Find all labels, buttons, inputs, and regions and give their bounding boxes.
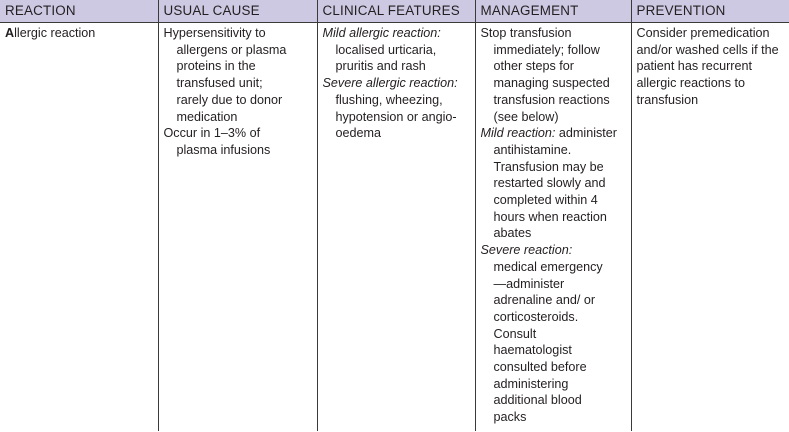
usual-cause-incidence-text: Occur in 1–3% of plasma infusions: [163, 126, 271, 157]
severe-allergic-text: flushing, wheezing, hypotension or angio-oedema: [335, 92, 457, 141]
mild-reaction-text: antihistamine. Transfusion may be restarted slowly and completed within 4 hours when reaction abates: [493, 142, 607, 241]
mild-reaction-label: Mild reaction:: [480, 126, 556, 141]
header-usual-cause: USUAL CAUSE: [158, 0, 317, 23]
cell-usual-cause: [158, 23, 317, 432]
cell-prevention: [631, 23, 789, 432]
cell-reaction: [0, 23, 158, 432]
management-mild-line: [481, 125, 628, 142]
mild-allergic-text: localised urticaria, pruritis and rash: [335, 42, 437, 74]
prevention-text: Consider premedication and/or washed cells if the patient has recurrent allergic reactions to transfusion: [636, 26, 779, 107]
severe-reaction-text: medical emergency—administer adrenaline and/ or corticosteroids. Consult haematologist consulted before administering additional blood packs: [493, 259, 603, 425]
severe-allergic-label: Severe allergic reaction:: [322, 76, 458, 91]
usual-cause-text: Hypersensitivity to allergens or plasma proteins in the transfused unit; rarely due to donor medication: [163, 26, 287, 124]
header-clinical-features: CLINICAL FEATURES: [317, 0, 475, 23]
header-prevention: PREVENTION: [631, 0, 789, 23]
severe-reaction-label: Severe reaction:: [480, 243, 573, 258]
cell-management: [475, 23, 631, 432]
mild-allergic-label: Mild allergic reaction:: [322, 26, 441, 40]
usual-cause-incidence: [164, 125, 290, 158]
header-row: [0, 0, 789, 23]
cell-clinical-features: [317, 23, 475, 432]
reaction-name: Allergic reaction: [5, 26, 96, 40]
table-row: [0, 23, 789, 432]
management-primary: Stop transfusion immediately; follow other steps for managing suspected transfusion reactions (see below): [480, 26, 610, 124]
usual-cause-primary: [164, 25, 290, 125]
header-management: MANAGEMENT: [475, 0, 631, 23]
header-reaction: REACTION: [0, 0, 158, 23]
mild-reaction-lead: administer: [558, 126, 617, 141]
